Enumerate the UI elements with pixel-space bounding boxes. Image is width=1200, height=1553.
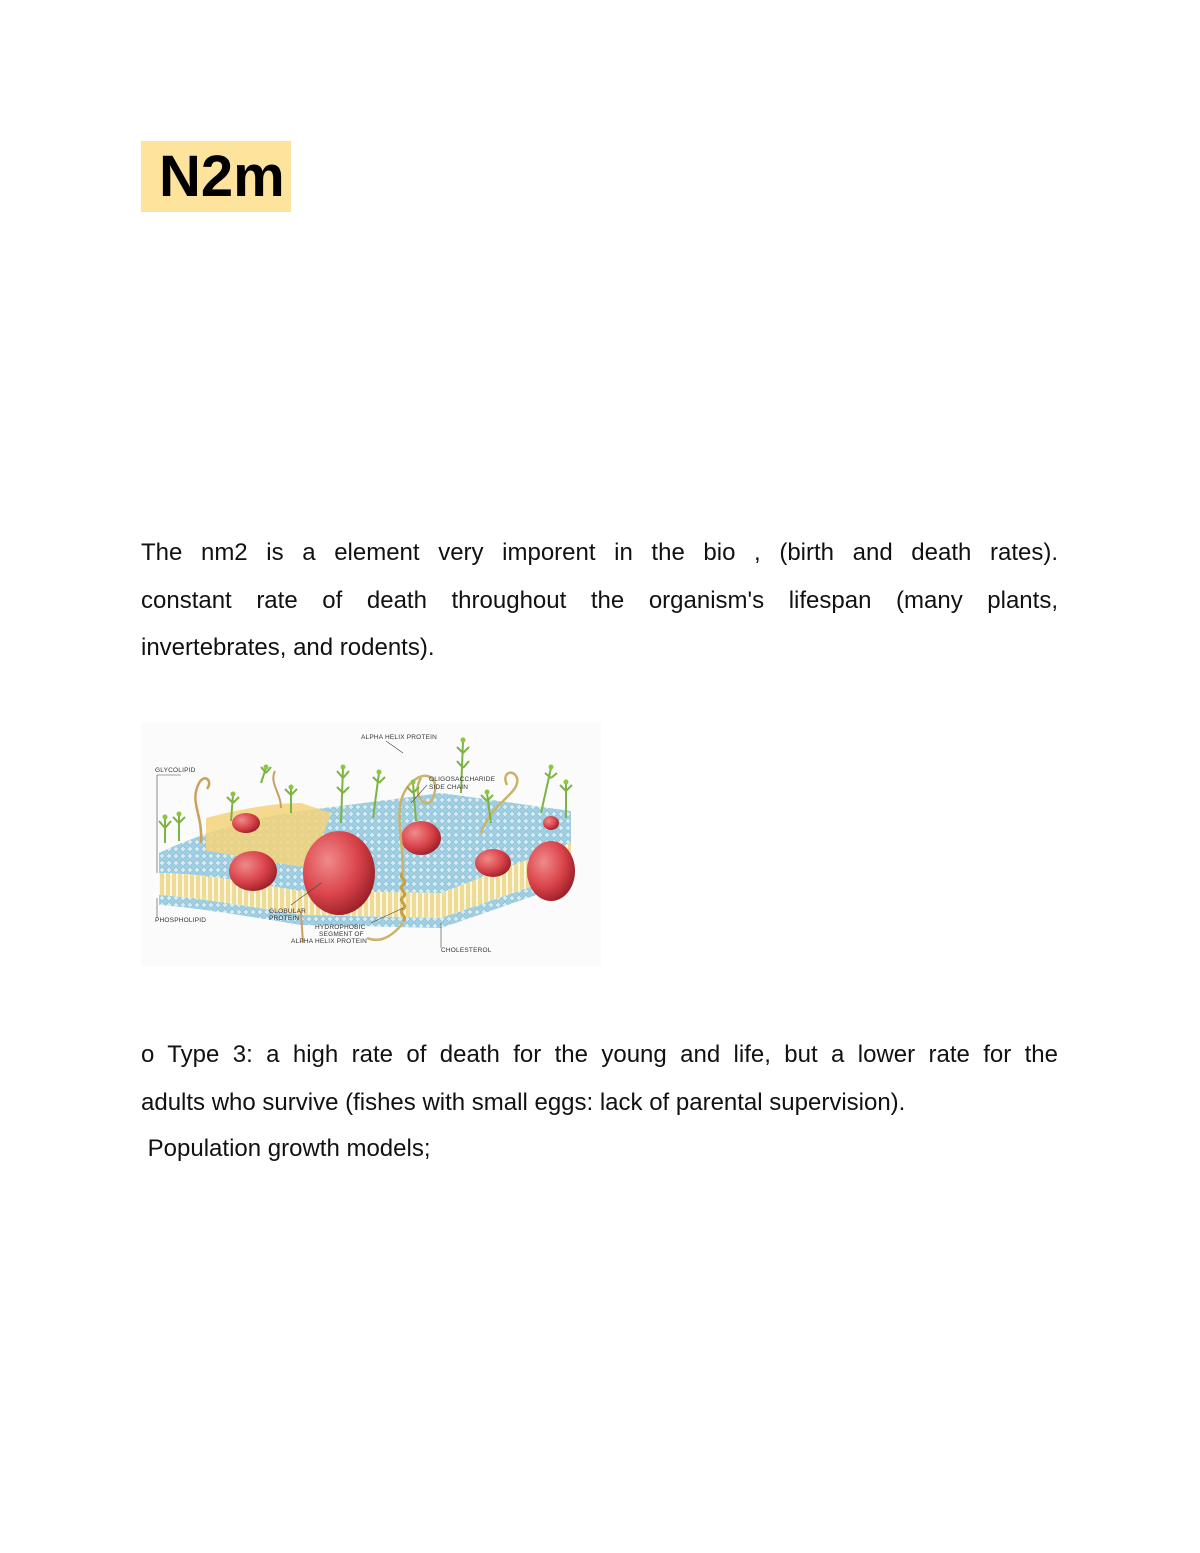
globular-protein [229,851,277,891]
title-highlight [141,141,291,212]
label-glycolipid: GLYCOLIPID [155,767,196,774]
globular-protein [543,816,559,830]
label-protein: PROTEIN [269,915,300,922]
label-hydrophobic: HYDROPHOBIC [315,924,366,931]
label-globular: GLOBULAR [269,908,307,915]
paragraph-line: adults who survive (fishes with small eggs: lack of parental supervision). [141,1088,906,1116]
membrane-illustration [141,723,601,966]
globular-protein [232,813,260,833]
label-alpha-helix-protein: ALPHA HELIX PROTEIN [361,734,438,741]
label-cholesterol: CHOLESTEROL [441,947,492,954]
cell-membrane-diagram [141,723,601,966]
label-alpha-helix-segment: ALPHA HELIX PROTEIN [291,938,368,945]
paragraph-population-growth [141,1125,1058,1173]
paragraph-type3 [141,1031,1058,1126]
globular-protein [303,831,375,915]
label-side-chain: SIDE CHAIN [429,784,469,791]
paragraph-line: invertebrates, and rodents). [141,634,435,661]
protein-chain [273,771,281,808]
paragraph-line: The nm2 is a element very imporent in the bio , (birth and death rates). [141,539,1058,566]
globular-protein [527,841,575,901]
globular-protein [401,821,441,855]
label-segment-of: SEGMENT OF [319,931,364,938]
paragraph-line: Population growth models; [141,1135,431,1162]
globular-protein [475,849,511,877]
label-oligosaccharide: OLIGOSACCHARIDE [429,776,496,783]
paragraph-line: o Type 3: a high rate of death for the young and life, but a lower rate for the [141,1041,1058,1068]
page-title: N2m [159,144,285,209]
paragraph-line: constant rate of death throughout the organism's lifespan (many plants, [141,586,1058,614]
label-phospholipid: PHOSPHOLIPID [155,917,207,924]
paragraph-intro [141,529,1058,672]
